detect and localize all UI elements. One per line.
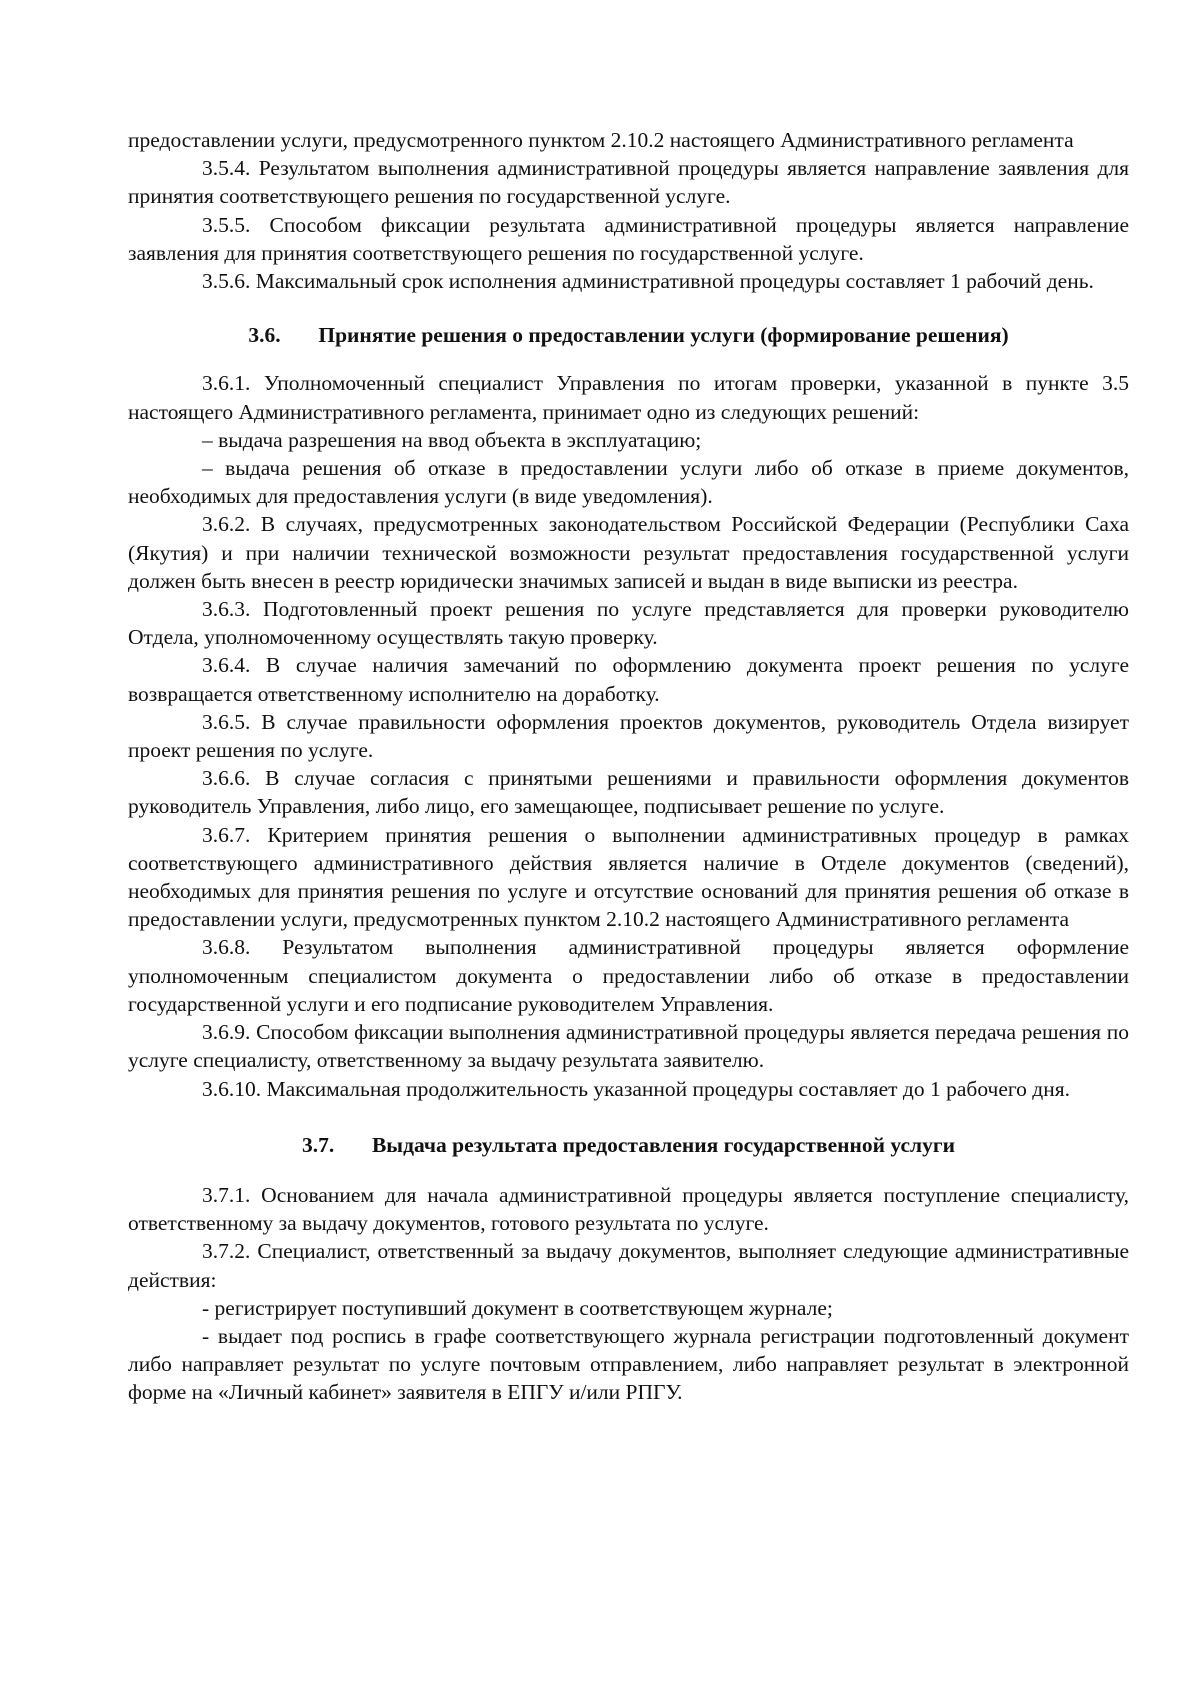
section-heading-3-6 [128, 321, 1129, 349]
section-title: Принятие решения о предоставлении услуги (формирование решения) [318, 323, 1009, 348]
section-number: 3.7. [301, 1132, 335, 1157]
paragraph-3-6-2: 3.6.2. В случаях, предусмотренных законодательством Российской Федерации (Республики Саха (Якутия) и при наличии технической возможности результат предоставления государственной услуги должен быть внесен в реестр юридически значимых записей и выдан в виде выписки из реестра. [128, 512, 1129, 593]
paragraph-3-6-7: 3.6.7. Критерием принятия решения о выполнении административных процедур в рамках соответствующего административного действия является наличие в Отделе документов (сведений), необходимых для принятия решения по услуге и отсутствие оснований для принятия решения об отказе в предоставлении услуги, предусмотренных пунктом 2.10.2 настоящего Административного регламента [128, 822, 1129, 932]
section-number: 3.6. [248, 323, 281, 348]
paragraph-3-5-5: 3.5.5. Способом фиксации результата административной процедуры является направление заявления для принятия соответствующего решения по государственной услуге. [128, 212, 1129, 265]
paragraph-3-5-6: 3.5.6. Максимальный срок исполнения административной процедуры составляет 1 рабочий день. [202, 269, 1094, 294]
paragraph-3-6-6: 3.6.6. В случае согласия с принятыми решениями и правильности оформления документов руководитель Управления, либо лицо, его замещающее, подписывает решение по услуге. [128, 766, 1129, 819]
paragraph-3-6-4: 3.6.4. В случае наличия замечаний по оформлению документа проект решения по услуге возвращается ответственному исполнителю на доработку. [128, 653, 1129, 706]
paragraph-continuation: предоставлении услуги, предусмотренного пунктом 2.10.2 настоящего Административного регламента [128, 128, 1074, 152]
list-item: – выдача разрешения на ввод объекта в эксплуатацию; [202, 427, 702, 452]
list-item: - регистрирует поступивший документ в соответствующем журнале; [202, 1295, 833, 1320]
paragraph-3-6-1: 3.6.1. Уполномоченный специалист Управления по итогам проверки, указанной в пункте 3.5 настоящего Административного регламента, принимает одно из следующих решений: [128, 371, 1129, 424]
section-title: Выдача результата предоставления государственной услуги [371, 1132, 956, 1157]
paragraph-3-7-2: 3.7.2. Специалист, ответственный за выдачу документов, выполняет следующие административные действия: [128, 1239, 1129, 1292]
paragraph-3-6-10: 3.6.10. Максимальная продолжительность указанной процедуры составляет до 1 рабочего дня. [202, 1076, 1070, 1101]
paragraph-3-5-4: 3.5.4. Результатом выполнения административной процедуры является направление заявления для принятия соответствующего решения по государственной услуге. [128, 156, 1129, 209]
list-item: - выдает под роспись в графе соответствующего журнала регистрации подготовленный документ либо направляет результат по услуге почтовым отправлением, либо направляет результат в электронной форме на «Личный кабинет» заявителя в ЕПГУ и/или РПГУ. [128, 1323, 1129, 1405]
paragraph-3-6-5: 3.6.5. В случае правильности оформления проектов документов, руководитель Отдела визирует проект решения по услуге. [128, 709, 1129, 763]
paragraph-3-6-8: 3.6.8. Результатом выполнения административной процедуры является оформление уполномоченным специалистом документа о предоставлении либо об отказе в предоставлении государственной услуги и его подписание руководителем Управления. [128, 935, 1129, 1016]
section-heading-3-7 [128, 1131, 1129, 1159]
paragraph-3-6-3: 3.6.3. Подготовленный проект решения по услуге представляется для проверки руководителю Отдела, уполномоченному осуществлять такую проверку. [128, 597, 1129, 650]
paragraph-3-7-1: 3.7.1. Основанием для начала административной процедуры является поступление специалисту, ответственному за выдачу документов, готового результата по услуге. [128, 1182, 1129, 1236]
paragraph-3-6-9: 3.6.9. Способом фиксации выполнения административной процедуры является передача решения по услуге специалисту, ответственному за выдачу результата заявителю. [128, 1020, 1129, 1073]
list-item: – выдача решения об отказе в предоставлении услуги либо об отказе в приеме документов, необходимых для предоставления услуги (в виде уведомления). [128, 456, 1129, 509]
